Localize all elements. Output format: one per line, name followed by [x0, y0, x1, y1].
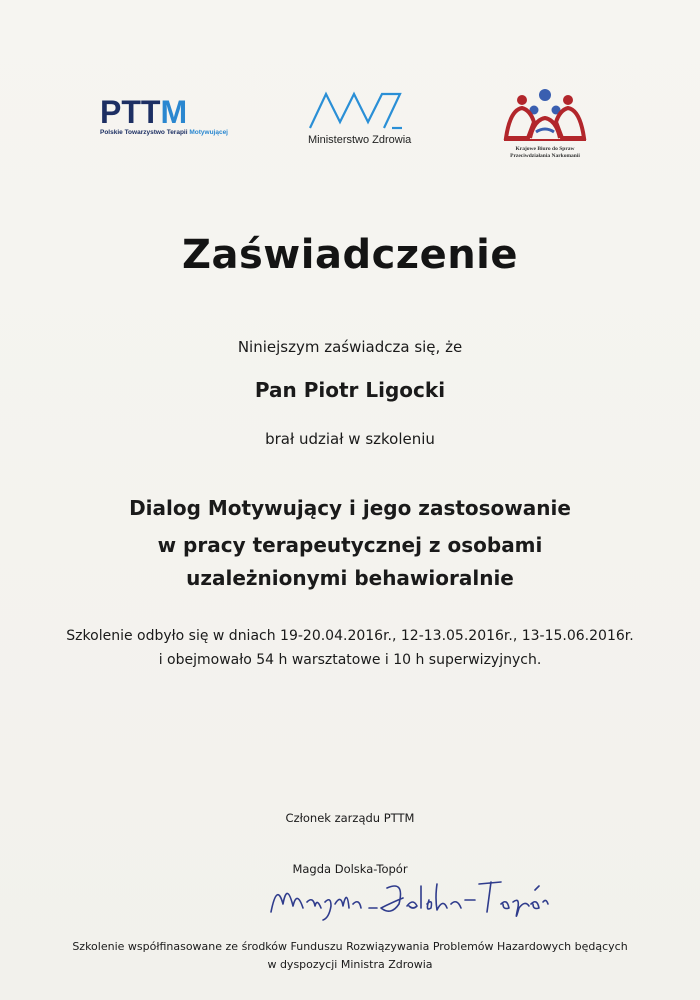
- handwritten-signature: [265, 868, 550, 928]
- certificate-intro: Niniejszym zaświadcza się, że: [237, 338, 463, 356]
- training-dates: Szkolenie odbyło się w dniach 19-20.04.2016r., 12-13.05.2016r., 13-15.06.2016r.: [66, 628, 634, 644]
- ministry-mark-icon: [296, 88, 426, 132]
- course-title-line: Dialog Motywujący i jego zastosowanie: [129, 496, 571, 520]
- pttm-logo-subtitle-accent: Motywującej: [189, 129, 228, 136]
- kbpn-logo: [490, 88, 600, 164]
- pttm-logo-accent: M: [160, 94, 188, 130]
- kbpn-logo-label-line1: Krajowe Biuro do Spraw: [515, 146, 575, 152]
- participation-text: brał udział w szkoleniu: [265, 430, 435, 448]
- course-title-line: w pracy terapeutycznej z osobami: [157, 533, 543, 557]
- funding-note-line1: Szkolenie współfinasowane ze środków Funduszu Rozwiązywania Problemów Hazardowych będących: [72, 940, 628, 953]
- kbpn-logo-label-line2: Przeciwdziałania Narkomanii: [510, 153, 580, 159]
- training-hours: i obejmowało 54 h warsztatowe i 10 h superwizyjnych.: [158, 652, 542, 668]
- pttm-logo-subtitle: Polskie Towarzystwo Terapii: [100, 129, 190, 136]
- funding-note-line2: w dyspozycji Ministra Zdrowia: [267, 958, 433, 971]
- certificate-title: Zaświadczenie: [181, 232, 519, 278]
- signer-role: Członek zarządu PTTM: [285, 811, 415, 825]
- ministry-logo-label: Ministerstwo Zdrowia: [308, 134, 412, 146]
- course-title-line: uzależnionymi behawioralnie: [186, 566, 514, 590]
- pttm-logo: [100, 95, 230, 155]
- kbpn-people-icon: [490, 88, 600, 146]
- pttm-logo-word: PTT: [100, 94, 161, 130]
- recipient-name: Pan Piotr Ligocki: [254, 378, 446, 402]
- ministry-logo: [296, 88, 426, 156]
- signer-name: Magda Dolska-Topór: [292, 862, 408, 876]
